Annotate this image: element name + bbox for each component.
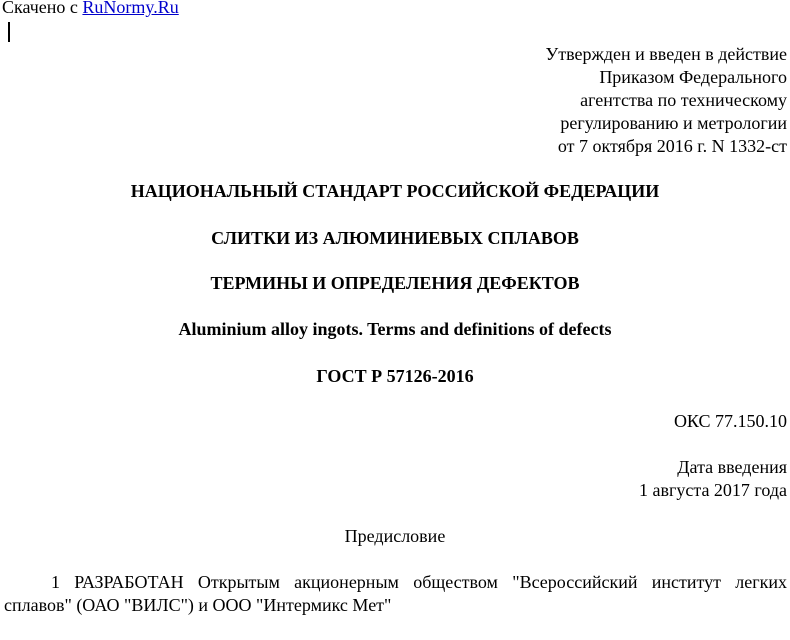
approval-line: агентства по техническому [580, 90, 787, 110]
text-cursor [8, 22, 10, 42]
document-title: СЛИТКИ ИЗ АЛЮМИНИЕВЫХ СПЛАВОВ [211, 228, 579, 248]
approval-line: Приказом Федерального [599, 67, 787, 87]
approval-line: регулированию и метрологии [560, 113, 787, 133]
document-subtitle: ТЕРМИНЫ И ОПРЕДЕЛЕНИЯ ДЕФЕКТОВ [210, 273, 580, 293]
gost-code: ГОСТ Р 57126-2016 [316, 366, 474, 386]
approval-line: от 7 октября 2016 г. N 1332-ст [557, 136, 787, 156]
english-title: Aluminium alloy ingots. Terms and definitions of defects [178, 319, 612, 339]
standard-heading: НАЦИОНАЛЬНЫЙ СТАНДАРТ РОССИЙСКОЙ ФЕДЕРАЦИИ [130, 181, 660, 201]
intro-date-value: 1 августа 2017 года [639, 480, 787, 500]
oks-code: ОКС 77.150.10 [673, 411, 787, 431]
approval-block [545, 43, 787, 158]
preface-heading: Предисловие [344, 526, 446, 546]
approval-line: Утвержден и введен в действие [545, 44, 787, 64]
intro-date-label: Дата введения [677, 457, 787, 477]
download-source-line [2, 0, 179, 19]
download-prefix: Скачено с [2, 0, 78, 17]
site-link[interactable]: RuNormy.Ru [82, 0, 179, 17]
preface-item-1: 1 РАЗРАБОТАН Открытым акционерным обществом "Всероссийский институт легких сплавов" (ОАО "ВИЛС") и ООО "Интермикс Мет" [4, 572, 787, 615]
